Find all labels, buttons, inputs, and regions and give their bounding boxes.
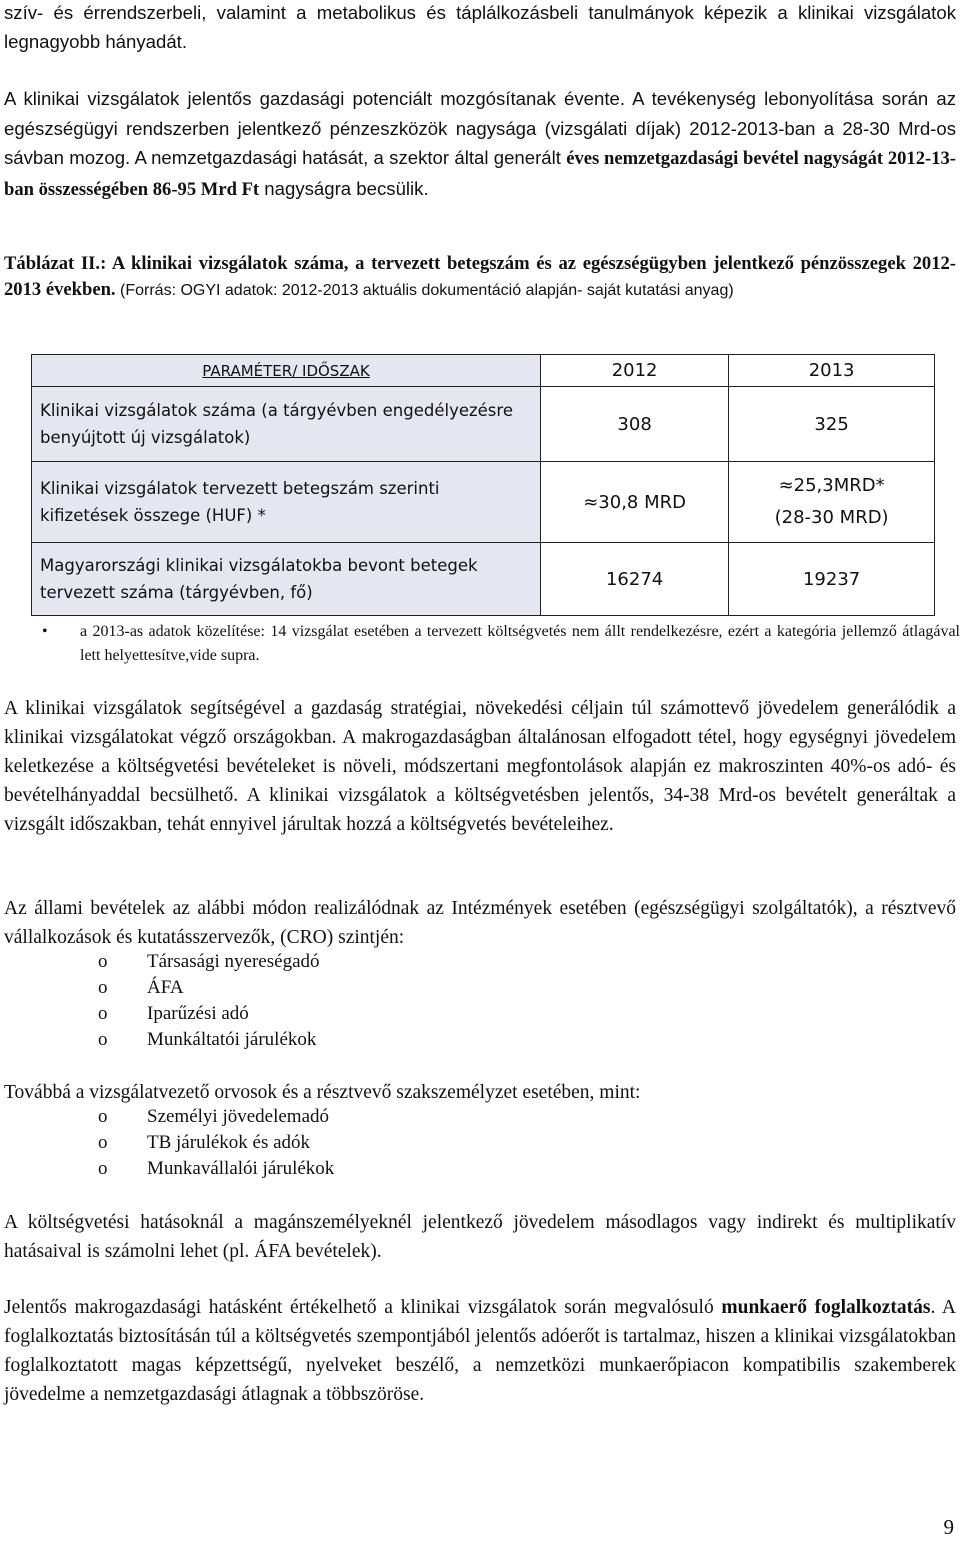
list-item: [4, 1001, 956, 1027]
intro-paragraph: szív- és érrendszerbeli, valamint a metabolikus és táplálkozásbeli tanulmányok képezik a klinikai vizsgálatok legnagyobb hányadát.: [4, 2, 956, 52]
employment-paragraph: [4, 1293, 956, 1409]
list-item-text: Munkáltatói járulékok: [147, 1029, 317, 1050]
para2-text-a: A klinikai vizsgálatok jelentős gazdasági potenciált mozgósítanak évente. A tevékenység lebonyolítása során az egészségügyi rendszerben jelentkező pénzeszközök nagysága (vizsgálati díjak) 2012-2013-ban a 28-30 Mrd-os sávban mozog. A nemzetgazdasági hatását, a szektor által generált: [4, 88, 956, 168]
header-2013: 2013: [729, 355, 935, 387]
list-item: [4, 949, 956, 975]
cell-2013-payments-range: (28-30 MRD): [774, 507, 889, 528]
header-2012: 2012: [541, 355, 729, 387]
row-label-trial-count: Klinikai vizsgálatok száma (a tárgyévben engedélyezésre benyújtott új vizsgálatok): [32, 387, 541, 462]
footnote-text: a 2013-as adatok közelítése: 14 vizsgálat esetében a tervezett költségvetés nem állt rendelkezésre, ezért a kategória jellemző átlagával lett helyettesítve,vide supra.: [80, 623, 960, 664]
circle-bullet-icon: o: [98, 1029, 108, 1050]
table-header-row: [32, 355, 935, 387]
institution-revenue-list: [4, 949, 956, 1053]
cell-2013-payments: [729, 462, 935, 543]
list-item-text: Társasági nyereségadó: [147, 951, 320, 972]
income-paragraph: A klinikai vizsgálatok segítségével a gazdaság stratégiai, növekedési céljain túl számottevő jövedelem generálódik a klinikai vizsgálatokat végző országokban. A makrogazdaságban általánosan elfogadott tétel, hogy egységnyi jövedelem keletkezése a költségvetési bevételeket is növeli, módszertani megfontolások alapján ez makroszinten 40%-os adó- és bevételhányaddal becsülhető. A klinikai vizsgálatok a költségvetésben jelentős, 34-38 Mrd-os bevételt generáltak a vizsgált időszakban, tehát ennyivel járultak hozzá a költségvetés bevételeihez.: [4, 698, 956, 835]
cell-2013-trial-count: 325: [729, 387, 935, 462]
para2-bold-text: éves nemzetgazdasági bevétel nagyságát 2012-13-ban összességében 86-95 Mrd Ft: [4, 148, 956, 200]
para2-text-b: nagyságra becsülik.: [259, 177, 429, 199]
table-caption-title: : A klinikai vizsgálatok száma, a tervezett betegszám és az egészségügyben jelentkező pénzösszegek 2012-2013 években.: [4, 253, 956, 300]
body5-text-b: . A foglalkoztatás biztosításán túl a költségvetés szempontjából jelentős adóerőt is tartalmaz, hiszen a klinikai vizsgálatokban foglalkoztatott magas képzettségű, nyelveket beszélő, a nemzetközi munkaerőpiacon kompatibilis szakemberek jövedelme a nemzetgazdasági átlagnak a többszöröse.: [4, 1297, 956, 1405]
list-item-text: Munkavállalói járulékok: [147, 1158, 335, 1179]
table-row: [32, 462, 935, 543]
header-parameter-cell: [32, 355, 541, 387]
personnel-revenue-list: [4, 1104, 956, 1182]
cell-2012-patients: 16274: [541, 543, 729, 616]
header-separator: /: [292, 361, 303, 380]
circle-bullet-icon: o: [98, 1003, 108, 1024]
row-label-patients: Magyarországi klinikai vizsgálatokba bevont betegek tervezett száma (tárgyévben, fő): [32, 543, 541, 616]
clinical-trials-table: [31, 354, 935, 616]
header-param-a: PARAMÉTER: [202, 361, 293, 380]
list-item-text: Személyi jövedelemadó: [147, 1106, 330, 1127]
personnel-paragraph: Továbbá a vizsgálatvezető orvosok és a résztvevő szakszemélyzet esetében, mint:: [4, 1082, 641, 1103]
budget-effects-paragraph: A költségvetési hatásoknál a magánszemélyeknél jelentkező jövedelem másodlagos vagy indirekt és multiplikatív hatásaival is számolni lehet (pl. ÁFA bevételek).: [4, 1212, 956, 1262]
economic-potential-paragraph: [4, 84, 956, 204]
table-caption: [4, 251, 956, 304]
list-item-text: Iparűzési adó: [147, 1003, 249, 1024]
list-item-text: ÁFA: [147, 977, 184, 998]
state-revenue-paragraph: Az állami bevételek az alábbi módon realizálódnak az Intézmények esetében (egészségügyi szolgáltatók), a résztvevő vállalkozások és kutatásszervezők, (CRO) szintjén:: [4, 898, 956, 948]
list-item-text: TB járulékok és adók: [147, 1132, 311, 1153]
list-item: [4, 1104, 956, 1130]
bullet-icon: •: [42, 623, 48, 640]
list-item: [4, 975, 956, 1001]
table-footnote: [42, 620, 960, 668]
body5-text-a: Jelentős makrogazdasági hatásként értékelhető a klinikai vizsgálatok során megvalósuló: [4, 1297, 722, 1318]
table-caption-source: (Forrás: OGYI adatok: 2012-2013 aktuális dokumentáció alapján- saját kutatási anyag): [115, 282, 734, 299]
circle-bullet-icon: o: [98, 1132, 108, 1153]
circle-bullet-icon: o: [98, 977, 108, 998]
list-item: [4, 1027, 956, 1053]
table-row: [32, 543, 935, 616]
page-number: 9: [943, 1515, 954, 1539]
cell-2012-payments: ≈30,8 MRD: [541, 462, 729, 543]
table-caption-label: Táblázat II.: [4, 253, 101, 274]
circle-bullet-icon: o: [98, 1158, 108, 1179]
body5-bold-text: munkaerő foglalkoztatás: [721, 1297, 931, 1318]
circle-bullet-icon: o: [98, 1106, 108, 1127]
cell-2012-trial-count: 308: [541, 387, 729, 462]
cell-2013-patients: 19237: [729, 543, 935, 616]
list-item: [4, 1130, 956, 1156]
circle-bullet-icon: o: [98, 951, 108, 972]
table-row: [32, 387, 935, 462]
row-label-payments: Klinikai vizsgálatok tervezett betegszám szerinti kifizetések összege (HUF) *: [32, 462, 541, 543]
header-param-b: IDŐSZAK: [302, 361, 370, 380]
list-item: [4, 1156, 956, 1182]
cell-2013-payments-main: ≈25,3MRD*: [778, 475, 885, 496]
